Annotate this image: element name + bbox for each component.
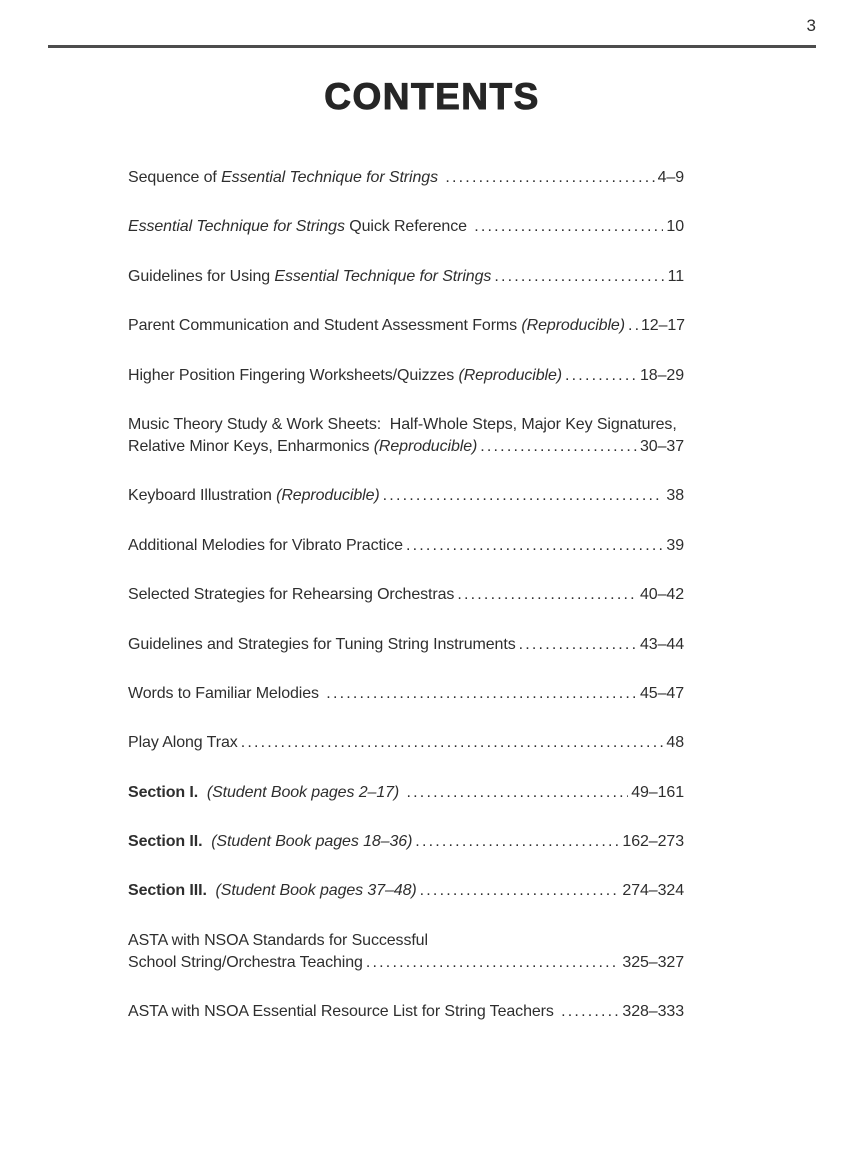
toc-text: Essential Technique for Strings (274, 267, 492, 285)
toc-text: Relative Minor Keys, Enharmonics (128, 437, 374, 455)
toc-page-ref: 48 (666, 734, 684, 752)
toc-text: Essential Technique for Strings (128, 218, 345, 236)
toc-page-ref: 38 (666, 487, 684, 505)
toc-entry-title (128, 1001, 558, 1023)
toc-text (438, 169, 442, 186)
toc-entry (128, 167, 684, 189)
toc-entry (128, 365, 684, 387)
toc-entry (128, 414, 684, 458)
toc-entry-title (128, 880, 417, 902)
toc-line (128, 952, 684, 974)
toc-entry-title (128, 535, 403, 557)
dot-leader (519, 634, 637, 656)
toc-text: School String/Orchestra Teaching (128, 953, 363, 971)
dot-leader (241, 732, 664, 754)
toc-entry (128, 782, 684, 804)
toc-text: Guidelines and Strategies for Tuning String Instruments (128, 635, 516, 653)
dot-leader (415, 831, 619, 853)
page-title: CONTENTS (324, 76, 540, 117)
toc-entry (128, 535, 684, 557)
toc-line (128, 782, 684, 804)
toc-entry-title (128, 584, 454, 606)
toc-line (128, 1001, 684, 1023)
toc-line (128, 880, 684, 902)
toc-text: Essential Technique for Strings (221, 169, 438, 186)
dot-leader (494, 266, 664, 288)
toc-page-ref: 12–17 (640, 317, 685, 335)
toc-entry (128, 266, 684, 288)
toc-entry-title (128, 416, 677, 433)
toc-entry-title (128, 782, 404, 804)
toc-line (128, 167, 684, 189)
toc-text (202, 833, 211, 850)
toc-list (128, 167, 684, 1051)
toc-line (128, 266, 684, 288)
toc-page-ref: 325–327 (622, 953, 684, 971)
toc-text: (Student Book pages 37–48) (215, 882, 417, 900)
toc-page-ref: 30–37 (640, 437, 684, 455)
toc-line (128, 485, 684, 507)
toc-text: Section II. (128, 833, 203, 851)
toc-page-ref: 162–273 (622, 833, 684, 851)
toc-entry-title (128, 683, 323, 705)
toc-entry (128, 880, 684, 902)
toc-entry (128, 584, 684, 606)
toc-entry (128, 315, 684, 337)
toc-line (128, 831, 684, 853)
toc-page-ref: 10 (666, 218, 684, 236)
toc-line (128, 365, 684, 387)
toc-page-ref: 49–161 (631, 783, 684, 801)
toc-page-ref: 39 (666, 536, 684, 554)
toc-text: Quick Reference (344, 218, 472, 236)
toc-entry-title (128, 216, 471, 238)
toc-text: Sequence of (128, 169, 222, 186)
toc-entry-title (128, 266, 491, 288)
toc-text: (Reproducible) (521, 317, 625, 335)
dot-leader (406, 535, 663, 557)
toc-page-ref: 11 (667, 267, 684, 285)
toc-entry-title (128, 732, 238, 754)
toc-text: Guidelines for Using (128, 267, 275, 285)
toc-text: ASTA with NSOA Standards for Successful (128, 931, 428, 949)
toc-text (198, 784, 207, 801)
page-number: 3 (806, 16, 816, 35)
toc-text: ASTA with NSOA Essential Resource List for String Teachers (128, 1003, 559, 1021)
toc-entry (128, 485, 684, 507)
toc-line (128, 732, 684, 754)
toc-entry-title (128, 932, 428, 949)
toc-entry-title (128, 634, 516, 656)
dot-leader (565, 365, 637, 387)
toc-entry-title (128, 167, 442, 189)
dot-leader (474, 216, 663, 238)
toc-entry (128, 930, 684, 974)
toc-entry-title (128, 831, 412, 853)
toc-text (207, 882, 216, 899)
toc-line (128, 535, 684, 557)
toc-entry (128, 683, 684, 705)
toc-text (399, 784, 403, 801)
toc-entry (128, 1001, 684, 1023)
toc-line (128, 584, 684, 606)
toc-text: Keyboard Illustration (128, 487, 277, 505)
toc-line (128, 436, 684, 458)
toc-text: (Reproducible) (373, 437, 478, 455)
toc-page-ref: 274–324 (622, 882, 684, 900)
toc-entry-title (128, 365, 562, 387)
toc-text: Higher Position Fingering Worksheets/Quizzes (128, 366, 459, 384)
toc-text: (Reproducible) (458, 366, 563, 384)
toc-page-ref: 4–9 (657, 169, 684, 186)
toc-page-ref: 45–47 (640, 684, 684, 702)
toc-entry (128, 634, 684, 656)
dot-leader (326, 683, 637, 705)
toc-text: (Student Book pages 18–36) (211, 833, 413, 851)
toc-entry-title (128, 485, 380, 507)
dot-leader (420, 880, 620, 902)
dot-leader (366, 952, 620, 974)
dot-leader (445, 167, 654, 189)
toc-text: Words to Familiar Melodies (128, 684, 324, 702)
toc-text: Section III. (128, 882, 207, 900)
header-rule (48, 45, 816, 48)
toc-text: Additional Melodies for Vibrato Practice (128, 536, 403, 554)
toc-page-ref: 18–29 (640, 366, 684, 384)
dot-leader (457, 584, 637, 606)
toc-text: Section I. (128, 783, 199, 801)
toc-text: (Reproducible) (276, 487, 380, 505)
toc-entry (128, 732, 684, 754)
toc-entry (128, 831, 684, 853)
toc-text: Selected Strategies for Rehearsing Orchestras (128, 586, 455, 604)
toc-text: (Student Book pages 2–17) (206, 783, 400, 801)
toc-line (128, 634, 684, 656)
dot-leader (407, 782, 629, 804)
toc-entry-title (128, 436, 477, 458)
dot-leader (480, 436, 637, 458)
toc-line (128, 216, 684, 238)
toc-page-ref: 40–42 (640, 586, 684, 604)
toc-line (128, 315, 684, 337)
toc-entry (128, 216, 684, 238)
toc-page-ref: 43–44 (640, 635, 684, 653)
dot-leader (561, 1001, 619, 1023)
toc-text: Play Along Trax (128, 734, 238, 752)
toc-line (128, 930, 684, 952)
toc-page-ref: 328–333 (622, 1003, 684, 1021)
dot-leader (628, 315, 638, 337)
toc-entry-title (128, 952, 363, 974)
toc-line (128, 683, 684, 705)
toc-line (128, 414, 684, 436)
dot-leader (383, 485, 664, 507)
toc-entry-title (128, 315, 625, 337)
toc-text: Music Theory Study & Work Sheets: Half-Whole Steps, Major Key Signatures, (128, 415, 677, 433)
toc-text: Parent Communication and Student Assessment Forms (128, 317, 522, 335)
